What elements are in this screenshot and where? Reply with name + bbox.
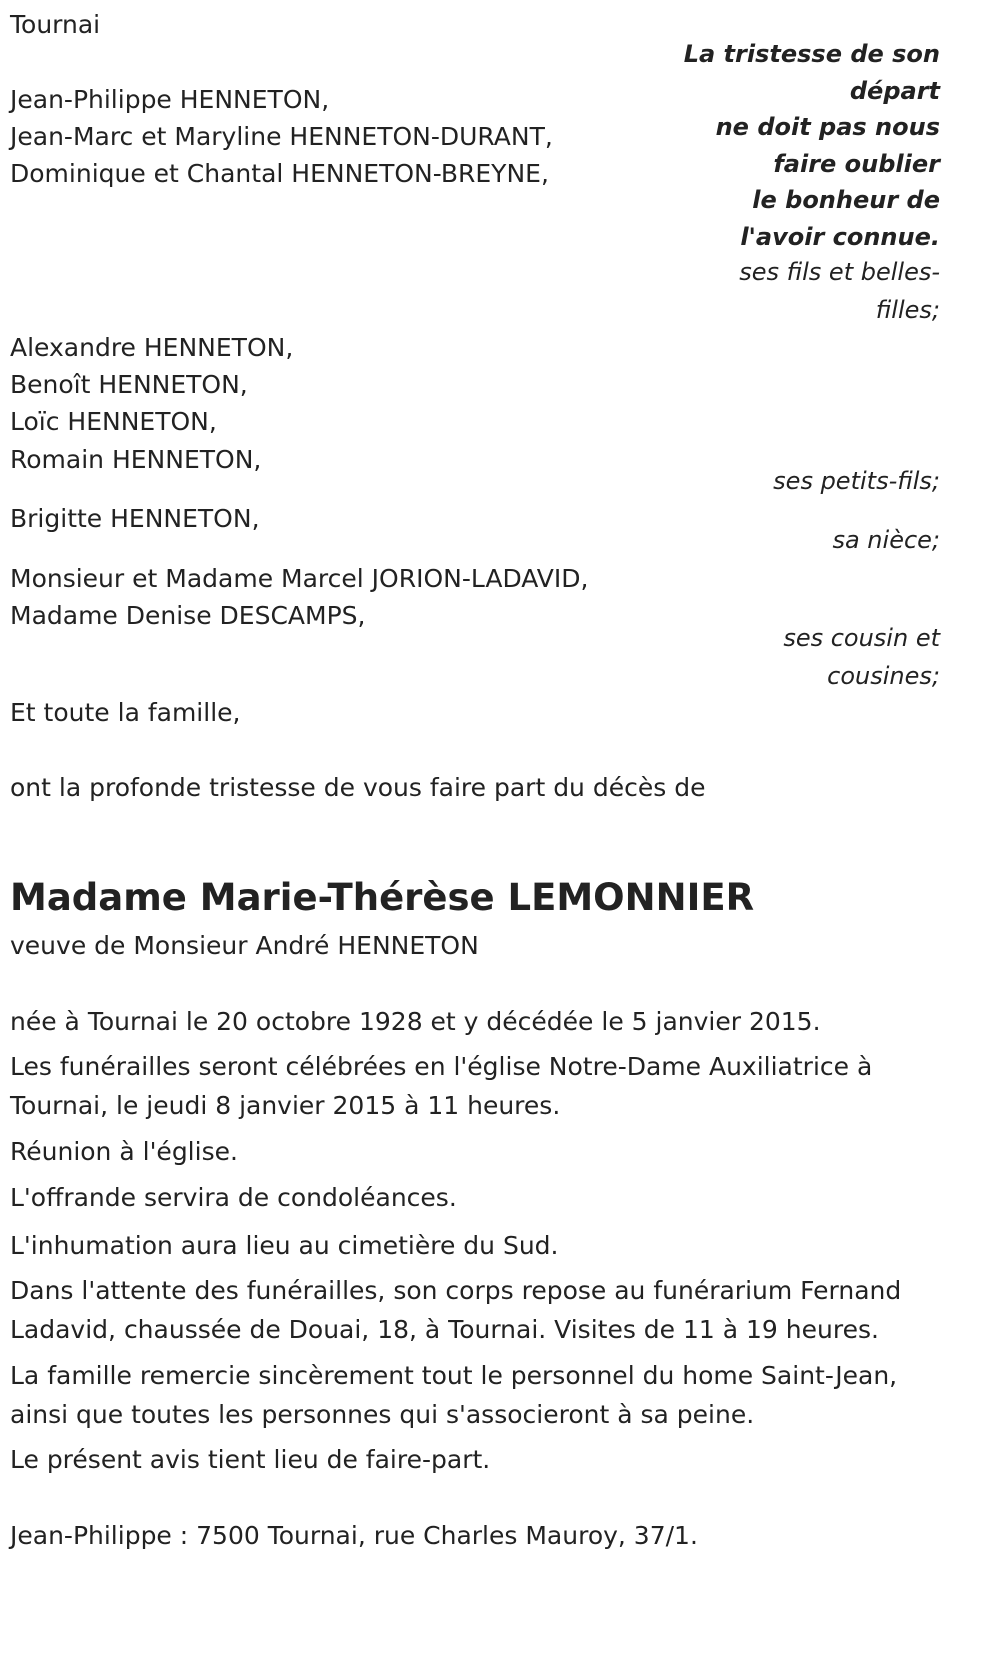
funeral-info: Les funérailles seront célébrées en l'église Notre-Dame Auxiliatrice à [10,1052,873,1081]
family-member: Brigitte HENNETON, [10,504,260,533]
offering-info: L'offrande servira de condoléances. [10,1183,457,1212]
meeting-info: Réunion à l'église. [10,1137,238,1166]
family-member: Alexandre HENNETON, [10,333,294,362]
thanks-info: La famille remercie sincèrement tout le personnel du home Saint-Jean, [10,1361,898,1390]
family-member: Benoît HENNETON, [10,370,248,399]
family-member: Jean-Marc et Maryline HENNETON-DURANT, [10,122,553,151]
family-member: Loïc HENNETON, [10,407,217,436]
funeral-info: Tournai, le jeudi 8 janvier 2015 à 11 heures. [10,1091,561,1120]
family-member: Romain HENNETON, [10,445,262,474]
widow-of: veuve de Monsieur André HENNETON [10,931,479,960]
birth-death-dates: née à Tournai le 20 octobre 1928 et y décédée le 5 janvier 2015. [10,1007,821,1036]
city-header: Tournai [10,10,101,39]
contact-address: Jean-Philippe : 7500 Tournai, rue Charles Mauroy, 37/1. [10,1521,698,1550]
burial-info: L'inhumation aura lieu au cimetière du Sud. [10,1231,559,1260]
announcement-text: ont la profonde tristesse de vous faire part du décès de [10,773,706,802]
relation-label-sons: ses fils et belles- filles; [739,258,940,324]
family-member: Jean-Philippe HENNETON, [10,85,330,114]
relation-label-grandsons: ses petits-fils; [773,467,940,495]
family-member: Madame Denise DESCAMPS, [10,601,366,630]
family-member: Monsieur et Madame Marcel JORION-LADAVID, [10,564,589,593]
relation-label-cousins: ses cousin et cousines; [783,624,940,690]
deceased-name: Madame Marie-Thérèse LEMONNIER [10,876,755,919]
thanks-info: ainsi que toutes les personnes qui s'associeront à sa peine. [10,1400,755,1429]
viewing-info: Dans l'attente des funérailles, son corps repose au funérarium Fernand [10,1276,902,1305]
family-closing: Et toute la famille, [10,698,241,727]
relation-label-niece: sa nièce; [832,526,940,554]
notice-info: Le présent avis tient lieu de faire-part. [10,1445,491,1474]
family-member: Dominique et Chantal HENNETON-BREYNE, [10,159,549,188]
memorial-quote: La tristesse de son départ ne doit pas nous faire oublier le bonheur de l'avoir connue. [683,40,940,251]
viewing-info: Ladavid, chaussée de Douai, 18, à Tournai. Visites de 11 à 19 heures. [10,1315,879,1344]
